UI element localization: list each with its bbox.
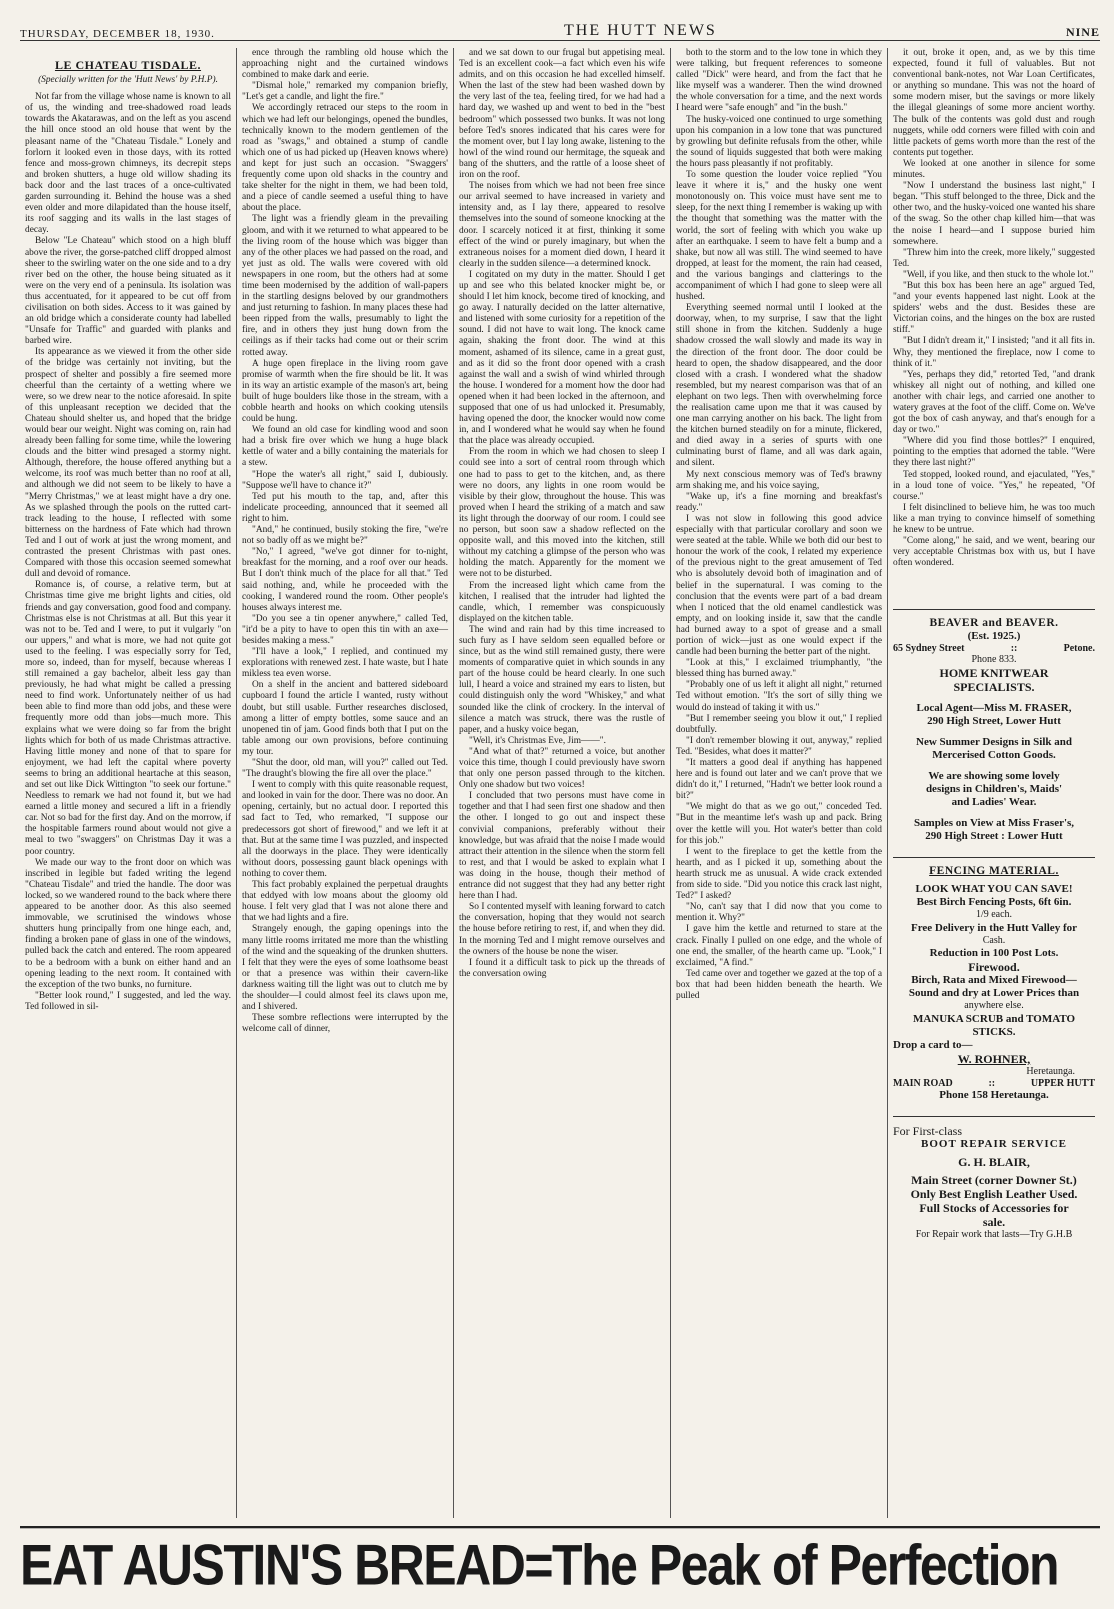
column-1 (20, 48, 237, 1518)
issue-date: THURSDAY, DECEMBER 18, 1930. (20, 28, 215, 40)
story-paragraph: "But this box has been here an age" argued Ted, "and your events happened last night. Look at the spiders' webs and the dust. Besides these are Victorian coins, and the hinges on the box are rusted stiff." (893, 280, 1095, 336)
story-paragraph: The wind and rain had by this time increased to such fury as I have seldom seen equalled before or since, but as the wind still remained gusty, there were moments of comparative quiet in which sounds in any part of the house could be heard clearly. In one such lull, I heard a voice and strained my ears to listen, but could distinguish only the word "Whiskey," and what sounded like the clink of crockery. In the interval of silence a match was struck, there was the rustle of paper, and a husky voice began, (459, 624, 665, 735)
story-paragraph: "Come along," he said, and we went, bearing our very acceptable Christmas box with us, but I have often wondered. (893, 536, 1095, 569)
paper-name: THE HUTT NEWS (564, 22, 717, 39)
story-paragraph: "No, can't say that I did now that you come to mention it. Why?" (676, 902, 882, 924)
austins-bread-advert: EAT AUSTIN'S BREAD=The Peak of Perfection (20, 1526, 1100, 1602)
fencing-line5: Cash. (982, 934, 1006, 946)
fencing-place: Heretaunga. (1026, 1065, 1075, 1077)
story-text-col2 (242, 48, 448, 1035)
story-paragraph: I found it a difficult task to pick up the threads of the conversation owing (459, 957, 665, 979)
story-paragraph: "Better look round," I suggested, and led the way. Ted followed in sil- (25, 990, 231, 1012)
story-paragraph: The husky-voiced one continued to urge something upon his companion in a low tone that was punctured by growling but definite refusals from the other, while the sound of liquids suggested that both were making the hours pass pleasantly if not profitably. (676, 114, 882, 169)
story-paragraph: "Shut the door, old man, will you?" called out Ted. "The draught's blowing the fire all over the place." (242, 758, 448, 780)
story-paragraph: "I don't remember blowing it out, anyway," replied Ted. "Besides, what does it matter?" (676, 735, 882, 757)
beaver-tag1: HOME KNITWEAR (939, 666, 1049, 681)
story-paragraph: "But I didn't dream it," I insisted; "and it all fits in. Why, they mentioned the fireplace, now I come to think of it." (893, 336, 1095, 369)
story-paragraph: Strangely enough, the gaping openings into the many little rooms irritated me more than the whistling of the wind and the squeaking of the drunken shutters. I felt that they were the eyes of some loathsome beast or that a presence was within their cavern-like darkness waiting till the light was out to clutch me by the shoulder—I could almost feel its claws upon me, and I shivered. (242, 924, 448, 1013)
story-paragraph: "Look at this," I exclaimed triumphantly, "the blessed thing has burned away." (676, 658, 882, 680)
story-paragraph: From the room in which we had chosen to sleep I could see into a sort of central room through which one had to pass to get to the kitchen, and, as there were no doors, any lights in one room would be visible by their glow, throughout the house. This was proved when I heard the striking of a match and saw its light through the doorway of our room. I could see no person, but soon saw a shadow reflected on the opposite wall, and this moved into the kitchen, still without my catching a glimpse of the person who was holding the match. Apparently for the moment we were not to be disturbed. (459, 447, 665, 580)
beaver-designs2: Mercerised Cotton Goods. (932, 749, 1056, 762)
story-paragraph: I was not slow in following this good advice especially with that particular corollary and soon we were seated at the table. While we both did our best to honour the work of the cook, I related my experience of the previous night to the great amusement of Ted who is absolutely devoid both of imagination and of belief in the supernatural. I was coming to the conclusion that the events were part of a bad dream when I noticed that the old enamel candlestick was empty, and on looking inside it, saw that the candle had burned away to a spot of grease and a small portion of wick—just as one would expect if the candle had been burning the better part of the night. (676, 513, 882, 658)
story-paragraph: I went to comply with this quite reasonable request, and looked in vain for the door. There was no door. An opening, certainly, but no actual door. I reported this sad fact to Ted, who remarked, "I suppose our predecessors got short of firewood," and we left it at that. But at the same time I was puzzled, and inspected all the doorways in the place. They were identically without doors, possessing gaunt black openings with nothing to cover them. (242, 780, 448, 879)
story-paragraph: Not far from the village whose name is known to all of us, the winding and tree-shadowed road leads towards the Akatarawas, and on the left as you ascend the hill once stood an old house that went by the pleasant name of the "Chateau Tisdale." Lonely and forlorn it looked even in those days, with its rotted fence and moss-grown chimneys, its decrepit steps and broken shutters, a huge old willow shading its back door and the last traces of a once-cultivated garden surrounding it. Behind the house was a shed even older and more dilapidated than the house itself, its roof sagging and its walls in the last stages of decay. (25, 92, 231, 236)
beaver-agent1: Local Agent—Miss M. FRASER, (916, 702, 1072, 715)
story-paragraph: Ted put his mouth to the tap, and, after this indelicate proceeding, announced that it seemed all right to him. (242, 491, 448, 524)
story-text-col1 (25, 92, 231, 1013)
blair-name: G. H. BLAIR, (958, 1154, 1030, 1169)
beaver-name: BEAVER and BEAVER. (929, 617, 1059, 630)
story-paragraph: So I contented myself with leaning forward to catch the conversation, hoping that they would not search the house before retiring to rest, if, and when they did. In the morning Ted and I might remove ourselves and the owners of the house be none the wiser. (459, 902, 665, 957)
story-paragraph: "I'll have a look," I replied, and continued my explorations with renewed zest. I hate waste, but I hate mikless tea even worse. (242, 647, 448, 680)
story-paragraph: Its appearance as we viewed it from the other side of the bridge was certainly not inviting, but the prospect of shelter and possibly a fire seemed more cheerful than the certainty of a wetting where we were, so we drew near to the notice aforesaid. In spite of this unpleasant reception we decided that the Chateau should shelter us, and hoped that the bridge would bear our weight. Night was coming on, rain had already been falling for some time, while the lowering clouds and the bitter wind presaged a stormy night. Although, therefore, the house offered anything but a welcome, its roof was much better than no roof at all, and although we did not seem to be likely to have a "Merry Christmas," we at least might have a dry one. As we splashed through the pools on the rutted cart-track leading to the house, I reflected with some bitterness on the hardness of Fate which had thrown Ted and I out of work at just the wrong moment, and contrasted the present Christmas with past ones. Compared with those this occasion seemed somewhat dull and devoid of romance. (25, 347, 231, 580)
story-paragraph: We looked at one another in silence for some minutes. (893, 158, 1095, 181)
story-paragraph: "And," he continued, busily stoking the fire, "we're not so badly off as we might be?" (242, 525, 448, 547)
fencing-line7: Firewood. (968, 960, 1020, 975)
story-paragraph: Below "Le Chateau" which stood on a high bluff above the river, the gorse-patched cliff dropped almost sheer to the swirling water on the one side and to a dry river bed on the other, the house being situated as it were on the very end of a peninsula. Its isolation was thus accentuated, for it appeared to be cut off from civilisation on both sides. Access to it was gained by an old bridge which a considerate county had labelled "Unsafe for Traffic" and guarded with planks and barbed wire. (25, 236, 231, 347)
story-paragraph: The noises from which we had not been free since our arrival seemed to have increased in variety and intensity and, as I lay there, appeared to resolve themselves into the sound of someone knocking at the door. I scarcely noticed it at first, thinking it some effect of the wind or purely imaginary, but when the extraneous noises for a moment died down, I heard it clearly in the sudden silence—a determined knock. (459, 181, 665, 269)
blair-line5: Full Stocks of Accessories for (919, 1200, 1069, 1215)
beaver-samples2: 290 High Street : Lower Hutt (925, 830, 1063, 843)
story-paragraph: it out, broke it open, and, as we by this time expected, found it full of valuables. But not conventional bank-notes, not War Loan Certificates, or anything so mundane. This was not the hoard of some modern miser, but the savings or more likely the illegal gleanings of some more ancient worthy. The bulk of the contents was gold dust and rough nuggets, while odd corners were filled with coin and little packets of gems worth more than the rest of the contents put together. (893, 48, 1095, 158)
story-paragraph: "Well, if you like, and then stuck to the whole lot." (903, 269, 1094, 280)
story-paragraph: "Threw him into the creek, more likely," suggested Ted. (893, 247, 1095, 269)
page-number: NINE (1065, 25, 1100, 39)
blair-line2: BOOT REPAIR SERVICE (921, 1137, 1067, 1150)
beaver-samples1: Samples on View at Miss Fraser's, (913, 817, 1075, 830)
beaver-showing3: and Ladies' Wear. (951, 796, 1037, 809)
fencing-road-row (893, 1078, 1095, 1089)
beaver-est: (Est. 1925.) (967, 629, 1021, 642)
blair-line4: Only Best English Leather Used. (910, 1186, 1078, 1201)
story-paragraph: We found an old case for kindling wood and soon had a brisk fire over which we hung a huge black kettle of water and a billy containing the materials for a stew. (242, 425, 448, 469)
beaver-tag2: SPECIALISTS. (953, 680, 1035, 695)
blair-line7: For Repair work that lasts—Try G.H.B (915, 1228, 1073, 1240)
story-paragraph: A huge open fireplace in the living room gave promise of warmth when the fire should be lit. It was in its way an artistic example of the mason's art, being built of huge boulders like those in the stream, with a cobble hearth and hooks on which cooking utensils could be hung. (242, 358, 448, 425)
story-paragraph: I cogitated on my duty in the matter. Should I get up and see who this belated knocker might be, or should I let him knock, become tired of knocking, and go away. I naturally decided on the latter alternative, and listened with some curiosity for a repetition of the sound. I did not have to wait long. The knock came again, shaking the front door. The wind at this moment, ashamed of its silence, came in a great gust, and as it did so the front door opened with a crash against the wall and a swish of wind whirled through the house. I wondered for a moment how the door had opened when it had been locked in the afternoon, and supposed that one of us had unlocked it. Presumably, having opened the door, the knocker would now come in, and I wondered what he would say when he found that the place was already occupied. (459, 269, 665, 447)
beaver-designs1: New Summer Designs in Silk and (916, 736, 1072, 749)
story-paragraph: Ted stopped, looked round, and ejaculated, "Yes," in a loud tone of voice. "Yes," he repeated, "Of course." (893, 469, 1095, 502)
story-paragraph: ence through the rambling old house which the approaching night and the curtained windows combined to make dark and eerie. (242, 48, 448, 81)
fencing-title: FENCING MATERIAL. (929, 865, 1059, 878)
story-paragraph: both to the storm and to the low tone in which they were talking, but frequent references to someone called "Dick" were heard, and from the fact that he like myself was a wanderer. Then the wind drowned the whole conversation for a time, and the next words I heard were "safe enough" and "in the bush." (676, 48, 882, 114)
fencing-sep: :: (988, 1078, 996, 1090)
fencing-line13: Drop a card to— (893, 1038, 973, 1051)
fencing-line9: Sound and dry at Lower Prices than (908, 987, 1080, 1000)
story-paragraph: "Dismal hole," remarked my companion briefly, "Let's get a candle, and light the fire." (242, 81, 448, 103)
page-columns (20, 48, 1100, 1518)
story-paragraph: I felt disinclined to believe him, he was too much like a man trying to convince himself of something he knew to be untrue. (893, 502, 1095, 536)
story-paragraph: "Hope the water's all right," said I, dubiously. "Suppose we'll have to chance it?" (242, 469, 448, 491)
masthead (20, 20, 1100, 41)
fencing-line11: MANUKA SCRUB and TOMATO (912, 1012, 1076, 1025)
column-3 (454, 48, 671, 1518)
story-paragraph: On a shelf in the ancient and battered sideboard cupboard I found the article I wanted, rusty without doubt, but still usable. Further researches disclosed, among a litter of empty bottles, some sauce and an unopened tin of jam. Good finds both that I put on the table among our own provisions, before continuing my tour. (242, 680, 448, 757)
fencing-road: MAIN ROAD (893, 1078, 953, 1090)
story-paragraph: and we sat down to our frugal but appetising meal. Ted is an excellent cook—a fact which even his wife admits, and on this occasion he had excelled himself. When the last of the stew had been washed down by the very last of the tea, feeling tired, for we had had a hard day, we washed up and went to bed in the "best bedroom" which possessed two bunks. It was not long before Ted's snores indicated that his cares were for the moment over, but I lay long awake, listening to the howl of the wind round our hermitage, the squeak and bang of the shutters, and the rattle of a loose sheet of iron on the roof. (459, 48, 665, 181)
story-title: LE CHATEAU TISDALE. (54, 58, 202, 72)
story-paragraph: I concluded that two persons must have come in together and that I had seen first one shadow and then the other. I longed to go out and inspect these convivial companions, preferably without their knowledge, but was afraid that the noise I made would attract their attention in the silence when the storm fell to rest, and that I would be asked to explain what I was doing in the house, though their method of entrance did not suggest that they had any better right here than I had. (459, 791, 665, 902)
fencing-line6: Reduction in 100 Post Lots. (929, 947, 1059, 960)
fencing-line1: LOOK WHAT YOU CAN SAVE! (915, 883, 1073, 896)
story-paragraph: The light was a friendly gleam in the prevailing gloom, and with it we returned to what appeared to be the living room of the house which was bigger than any of the other places we had passed on the road, and yet just as old. The walls were covered with old newspapers in one room, but the others had at some time been modernised by the addition of wall-papers in the startling designs beloved by our grandmothers and just returning to fashion. In many places these had been ripped from the walls, presumably to light the fire, and in others they just hung down from the ceilings as if their tacks had come out or their scrim rotted away. (242, 214, 448, 358)
beaver-phone: Phone 833. (971, 653, 1017, 665)
story-paragraph: Ted came over and together we gazed at the top of a box that had been hidden beneath the hearth. We pulled (676, 968, 882, 1001)
blair-line6: sale. (982, 1214, 1006, 1229)
story-text-col5 (893, 48, 1095, 569)
story-paragraph: "Now I understand the business last night," I began. "This stuff belonged to the three, Dick and the other two, and the husky-voiced one wanted his share of the swag. So the other chap killed him—that was the noise I heard—and I suppose buried him somewhere. (893, 181, 1095, 247)
story-paragraph: "It matters a good deal if anything has happened here and is found out later and we can't prove that we didn't do it," I returned, "Hadn't we better look round a bit?" (676, 758, 882, 802)
fencing-line10: anywhere else. (964, 1000, 1024, 1012)
story-paragraph: "Probably one of us left it alight all night," returned Ted without emotion. "It's the sort of silly thing we would do instead of taking it with us." (676, 680, 882, 713)
story-paragraph: "Do you see a tin opener anywhere," called Ted, "it'd be a pity to have to open this tin with an axe—besides making a mess." (242, 613, 448, 646)
story-text-col3 (459, 48, 665, 980)
beaver-town: Petone. (1063, 642, 1095, 654)
fencing-advert (893, 857, 1095, 1102)
beaver-agent2: 290 High Street, Lower Hutt (927, 715, 1061, 728)
fencing-line8: Birch, Rata and Mixed Firewood— (911, 974, 1077, 987)
fencing-phone: Phone 158 Heretaunga. (939, 1089, 1049, 1102)
story-paragraph: "And what of that?" returned a voice, but another voice this time, though I could previously have sworn that only one person passed through to the kitchen. Only one shadow but two voices! (459, 746, 665, 791)
fencing-town: UPPER HUTT (1030, 1078, 1095, 1090)
column-4 (671, 48, 888, 1518)
story-paragraph: These sombre reflections were interrupted by the welcome call of dinner, (242, 1013, 448, 1035)
beaver-advert (893, 609, 1095, 843)
story-paragraph: I gave him the kettle and returned to stare at the crack. Finally I pulled on one edge, and the whole of one end, the smaller, of the hearth came up. "Look," I exclaimed, "A find." (676, 924, 882, 968)
beaver-address: 65 Sydney Street (893, 642, 965, 654)
fencing-line3: 1/9 each. (975, 909, 1013, 921)
story-paragraph: "We might do that as we go out," conceded Ted. "But in the meantime let's wash up and pack. Bring over the kettle will you. Hot water's better than cold for this job." (676, 802, 882, 846)
story-byline: (Specially written for the 'Hutt News' by P.H.P). (38, 75, 218, 86)
blair-line1: For First-class (893, 1124, 962, 1139)
column-2 (237, 48, 454, 1518)
fencing-line4: Free Delivery in the Hutt Valley for (911, 921, 1077, 934)
story-paragraph: From the increased light which came from the kitchen, I realised that the intruder had lighted the candle, which, I remember was conspicuously displayed on the kitchen table. (459, 580, 665, 624)
story-paragraph: "No," I agreed, "we've got dinner for to-night, breakfast for the morning, and a roof over our heads. But I don't think much of the place for all that." Ted said nothing, and, while he proceeded with the cooking, I wandered round the room. Other people's houses always interest me. (242, 547, 448, 613)
story-paragraph: "Wake up, it's a fine morning and breakfast's ready." (676, 491, 882, 513)
beaver-sep: :: (1010, 642, 1018, 654)
story-paragraph: We made our way to the front door on which was inscribed in legible but faded writing the legend "Chateau Tisdale" and tried the handle. The door was locked, so we wandered round to the back where there appeared to be another door. As this also seemed immovable, we scrutinised the windows whose shutters hung principally from one hinge each, and, finding a broken pane of glass in one of the windows, pulled back the catch and entered. The room appeared to be a bedroom with a bunk on either hand and an opening leading to the next room. It contained with the exception of the two bunks, no furniture. (25, 857, 231, 990)
story-paragraph: This fact probably explained the perpetual draughts that eddyed with low moans about the gloomy old house. I felt very glad that I was not alone there and that we had lights and a fire. (242, 880, 448, 924)
story-paragraph: "But I remember seeing you blow it out," I replied doubtfully. (676, 713, 882, 735)
fencing-line2: Best Birch Fencing Posts, 6ft 6in. (916, 896, 1072, 909)
blair-advert (893, 1116, 1095, 1241)
story-paragraph: "Well, it's Christmas Eve, Jim——". (469, 735, 606, 746)
story-paragraph: "Where did you find those bottles?" I enquired, pointing to the empties that adorned the table. "Were they there last night?" (893, 436, 1095, 469)
story-text-col4 (676, 48, 882, 1002)
story-paragraph: Everything seemed normal until I looked at the doorway, when, to my surprise, I saw that the light still shone in from the kitchen. Suddenly a huge shadow crossed the wall slowly and made its way in the direction of the front door. The door could be heard to open, the shadow disappeared, and the door closed with a crash. I wondered what the shadow resembled, but my nearest comparison was that of an elephant on two legs. Then with overwhelming force the realisation came upon me that it was caused by one man carrying another on his back. The light from the kitchen burned steadily on for a minute, flickered, and died away in a series of spurts with one culminating burst of flame, and all was dark again, and silent. (676, 303, 882, 469)
story-paragraph: Romance is, of course, a relative term, but at Christmas time give me bright lights and cities, old friends and gay conversation, good food and company. Christmas else is not Christmas at all. But this year it was not to be. Ted and I were, to put it vulgarly "on our uppers," and what is more, we had not quite got used to the feeling. I was especially sorry for Ted, more so, indeed, than for myself, because whereas I still remained a gay bachelor, albeit less gay than previously, he had what might be called a pressing need to find work. Unfortunately neither of us had been able to find more than odd jobs, and these were frequently more odd than jobs—much more. This explains what we were doing so far from the bright lights which for both of us made Christmas attractive. Having little money and none of that to spare for enjoyment, we had left the capital where poverty seems to bring an additional heartache at this season, and set out like Dick Wittington "to seek our fortune." Needless to remark we had not found it, but we had earned a little money and secured a lift in a friendly car. Not so bad for the first day. And on the morrow, if the hospitable farmers round about would not give a meal to two "swaggers" on Christmas Day it was a poor country. (25, 580, 231, 857)
story-paragraph: We accordingly retraced our steps to the room in which we had left our belongings, opened the bundles, technically known to the modern gentlemen of the road as "swags," and obtained a stump of candle which one of us had picked up (Heaven knows where) and kept for just such an occasion. "Swaggers' frequently come upon old shacks in the country and take shelter for the night in them, we had been told, and a piece of candle seemed a useful thing to have about the place. (242, 103, 448, 214)
story-paragraph: My next conscious memory was of Ted's brawny arm shaking me, and his voice saying, (676, 469, 882, 491)
column-5 (888, 48, 1100, 1518)
fencing-line12: STICKS. (972, 1025, 1016, 1038)
story-paragraph: I went to the fireplace to get the kettle from the hearth, and as I picked it up, something about the hearth struck me as unusual. A wide crack extended from side to side. "Did you notice this crack last night, Ted?" I asked? (676, 846, 882, 902)
fencing-name: W. ROHNER, (957, 1051, 1031, 1066)
story-paragraph: To some question the louder voice replied "You leave it where it is," and the husky one went monotonously on. This voice must have sent me to sleep, for the next thing I remember is waking up with the thought that something was the matter with the world, the sort of feeling with which you wake up after an earthquake. I seem to have felt a bump and a shake, but now all was still. The wind seemed to have dropped, at least for the moment, the rain had ceased, and the various bangings and clatterings to the accompaniment of which I had gone to sleep were all hushed. (676, 170, 882, 303)
story-paragraph: "Yes, perhaps they did," retorted Ted, "and drank whiskey all night out of nothing, and killed one another with chair legs, and carried one another to watery graves at the foot of the cliff. Come on. We've got the box of cash anyway, and that's enough for a day or two." (893, 369, 1095, 436)
beaver-address-row (893, 643, 1095, 654)
beaver-showing1: We are showing some lovely (928, 770, 1060, 783)
beaver-showing2: designs in Children's, Maids' (925, 783, 1063, 796)
blair-line3: Main Street (corner Downer St.) (911, 1172, 1077, 1187)
